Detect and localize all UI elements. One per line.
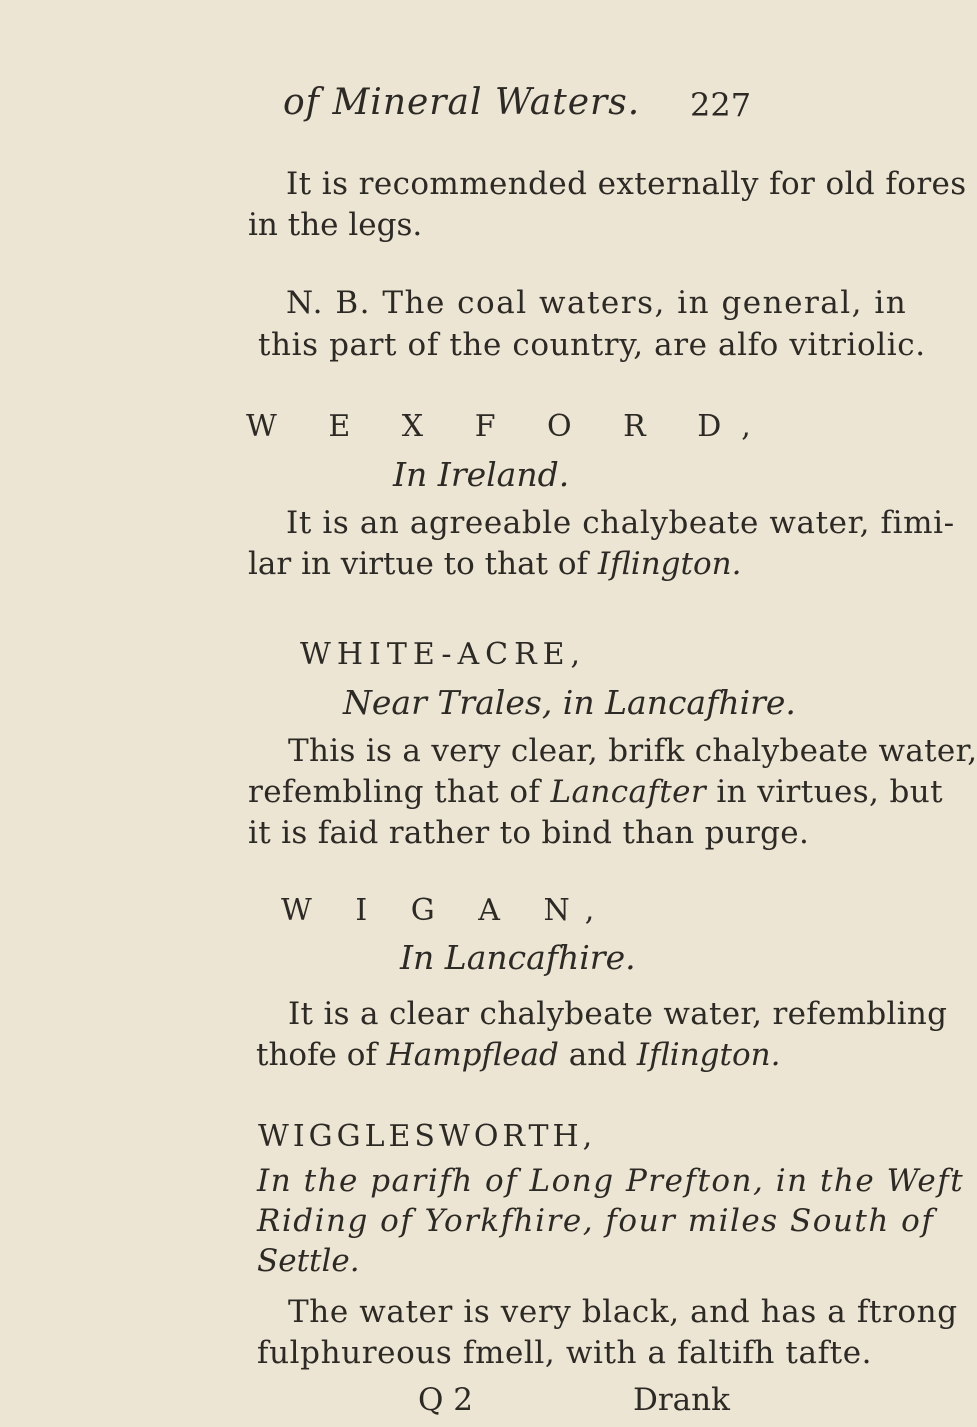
entry-text-wigan-2: thofe of Hampflead and Iflington. — [256, 1037, 781, 1073]
entry-heading-wigglesworth: WIGGLESWORTH, — [258, 1119, 597, 1154]
entry-text-wigglesworth-1: The water is very black, and has a ftrong — [288, 1294, 958, 1330]
entry-location-white-acre: Near Trales, in Lancafhire. — [343, 683, 796, 722]
entry-location-wigan: In Lancafhire. — [400, 938, 636, 977]
nb-line-2: this part of the country, are alfo vitriolic. — [258, 327, 926, 363]
entry-heading-white-acre: WHITE-ACRE, — [300, 637, 587, 672]
entry-text-white-acre-2: refembling that of Lancafter in virtues, but — [248, 774, 943, 810]
entry-location-wigglesworth-2: Riding of Yorkfhire, four miles South of — [257, 1203, 935, 1239]
entry-text-wigglesworth-2: fulphureous fmell, with a faltifh tafte. — [257, 1335, 873, 1371]
place-islington: Iflington. — [597, 546, 742, 582]
entry-text-wigan-1: It is a clear chalybeate water, refembling — [288, 996, 948, 1032]
entry-location-wexford: In Ireland. — [393, 455, 570, 494]
entry-location-wigglesworth-3: Settle. — [257, 1243, 360, 1279]
entry-text-white-acre-3: it is faid rather to bind than purge. — [248, 815, 810, 851]
entry-text-white-acre-1: This is a very clear, brifk chalybeate water, — [288, 733, 977, 769]
nb-line-1: N. B. The coal waters, in general, in — [286, 285, 908, 321]
entry-text-wexford-1: It is an agreeable chalybeate water, fimi- — [286, 505, 955, 541]
intro-line-1: It is recommended externally for old fores — [286, 166, 967, 202]
entry-heading-wigan: W I G A N, — [281, 893, 612, 928]
signature-mark: Q 2 — [418, 1382, 473, 1418]
entry-text-wexford-2: lar in virtue to that of Iflington. — [248, 546, 742, 582]
intro-line-2: in the legs. — [248, 207, 423, 243]
running-title: of Mineral Waters. — [283, 82, 641, 123]
entry-heading-wexford: W E X F O R D, — [246, 409, 772, 444]
catchword: Drank — [633, 1382, 730, 1418]
page-number: 227 — [690, 86, 752, 124]
entry-location-wigglesworth-1: In the parifh of Long Prefton, in the Weft — [257, 1163, 965, 1199]
